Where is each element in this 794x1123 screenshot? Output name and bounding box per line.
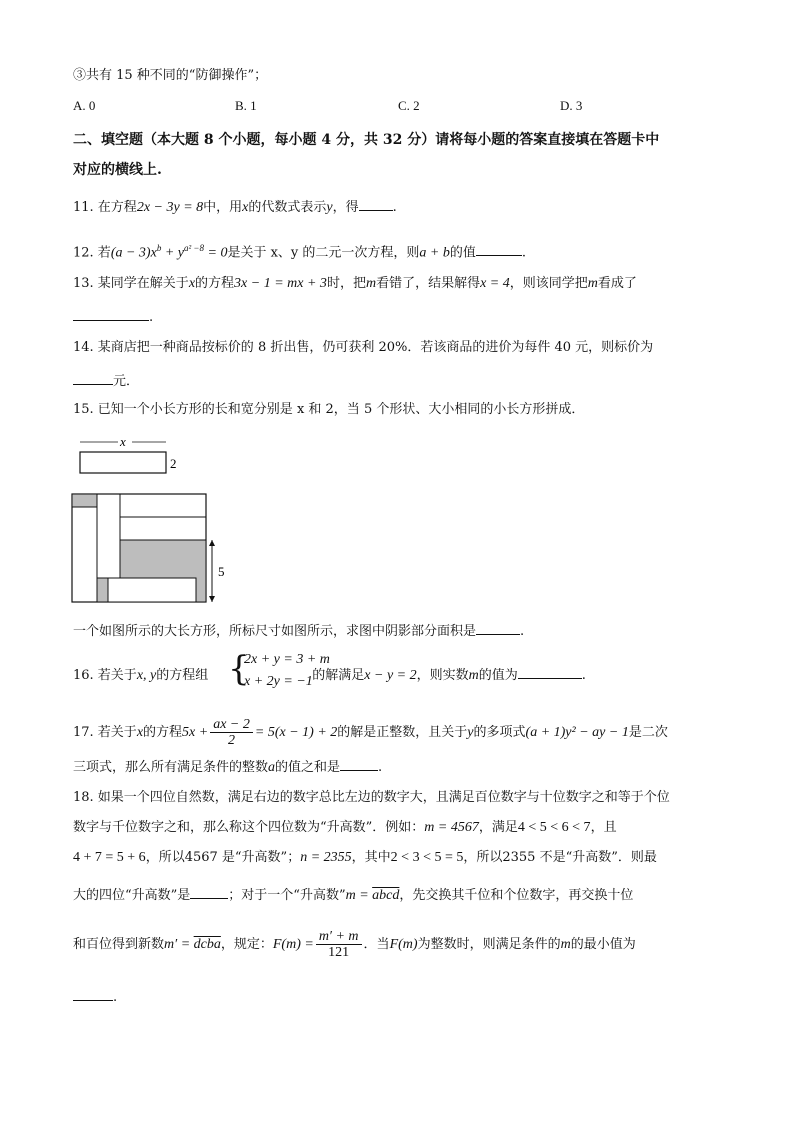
- question-17: 17. 若关于x的方程5x + $\frac{ax - 2}{2}$ = 5(x − 1) + 2的解是正整数，且关于y的多项式(a + 1)y² − ay − 1是二次: [73, 717, 668, 748]
- section-heading-line1: 二、填空题（本大题 8 个小题，每小题 4 分，共 32 分）请将每小题的答案直接填在答题卡中: [73, 132, 660, 148]
- option-c: C. 2: [398, 98, 420, 113]
- answer-blank[interactable]: [73, 370, 113, 385]
- option-d: D. 3: [560, 98, 583, 113]
- question-14-answer: 元．: [73, 370, 139, 392]
- question-13: 13. 某同学在解关于x的方程3x − 1 = mx + 3时，把m看错了，结果解得x = 4，则该同学把m看成了: [73, 276, 637, 291]
- answer-blank[interactable]: [476, 241, 522, 256]
- question-14: 14. 某商店把一种商品按标价的 8 折出售，仍可获利 20%．若该商品的进价为每件 40 元，则标价为: [73, 340, 654, 355]
- option-a: A. 0: [73, 98, 96, 113]
- question-11: 11. 在方程2x − 3y = 8中，用x的代数式表示y，得 .: [73, 196, 397, 218]
- question-18-line1: 18. 如果一个四位自然数，满足右边的数字总比左边的数字大，且满足百位数字与十位数字之和等于个位: [73, 790, 670, 805]
- question-12: 12. 若$(a - 3)x^b + y^{a^2 -8} = 0$是关于 x、y 的二元一次方程，则a + b的值 .: [73, 243, 527, 261]
- label-2: 2: [170, 456, 177, 471]
- rectangle-figure: [60, 428, 240, 608]
- question-18-answer: .: [73, 986, 117, 1008]
- section-heading-line2: 对应的横线上.: [73, 162, 162, 178]
- shaded-region-bottom-left: [97, 578, 108, 602]
- option-b: B. 1: [235, 98, 257, 113]
- answer-blank[interactable]: [518, 664, 582, 679]
- small-rectangle: [80, 452, 166, 473]
- answer-blank[interactable]: [73, 306, 149, 321]
- question-15: 15. 已知一个小长方形的长和宽分别是 x 和 2，当 5 个形状、大小相同的小长方形拼成．: [73, 402, 585, 417]
- question-18-line3: 4 + 7 = 5 + 6，所以4567 是“升高数”；n = 2355，其中2 < 3 < 5 = 5，所以2355 不是“升高数”．则最: [73, 850, 657, 865]
- question-18-line4: 大的四位“升高数”是 ；对于一个“升高数”m = abcd，先交换其千位和个位数字，再交换十位: [73, 884, 633, 906]
- answer-blank[interactable]: [73, 986, 113, 1001]
- question-15-followup: 一个如图所示的大长方形，所标尺寸如图所示，求图中阴影部分面积是 .: [73, 620, 524, 642]
- answer-blank[interactable]: [359, 196, 393, 211]
- label-5: 5: [218, 564, 225, 579]
- shaded-region-top-left: [72, 494, 97, 507]
- question-18-line5: 和百位得到新数m′ = dcba，规定：F(m) = $\frac{m' + m}{121}$ ．当F(m)为整数时，则满足条件的m的最小值为: [73, 929, 636, 960]
- answer-blank[interactable]: [190, 884, 228, 899]
- question-18-line2: 数字与千位数字之和，那么称这个四位数为“升高数”．例如：m = 4567，满足4 < 5 < 6 < 7，且: [73, 820, 617, 835]
- question-17-line2: 三项式，那么所有满足条件的整数a的值之和是 .: [73, 756, 382, 778]
- item-3: ③共有 15 种不同的“防御操作”；: [73, 68, 268, 83]
- answer-blank[interactable]: [476, 620, 520, 635]
- label-x: x: [120, 434, 126, 449]
- question-13-answer: .: [73, 306, 153, 328]
- answer-blank[interactable]: [340, 756, 378, 771]
- question-16: 16. 若关于x, y的方程组 的解满足x − y = 2，则实数m的值为 .: [73, 664, 586, 686]
